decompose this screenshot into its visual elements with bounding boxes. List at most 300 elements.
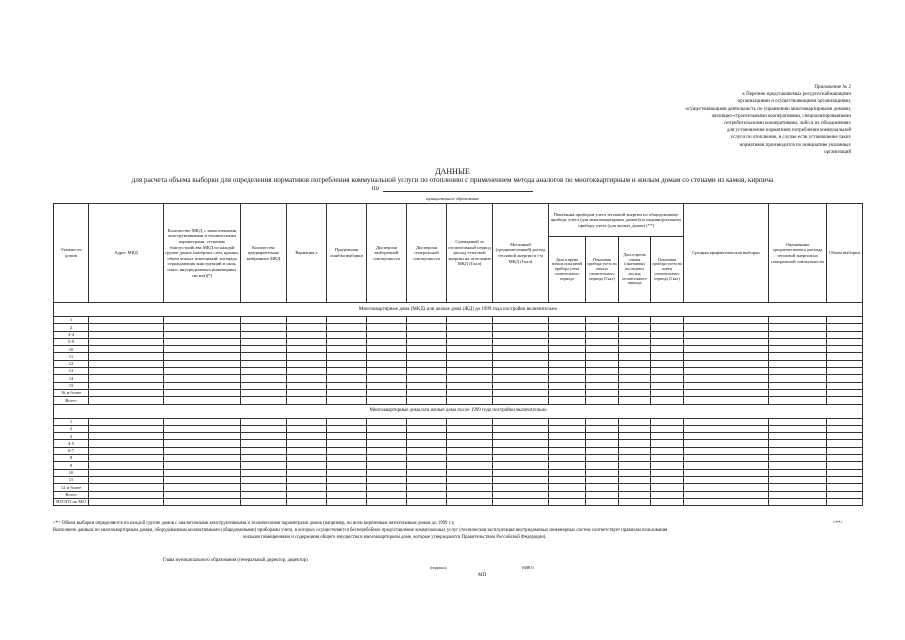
data-cell[interactable] bbox=[549, 469, 586, 476]
data-cell[interactable] bbox=[367, 447, 407, 454]
data-cell[interactable] bbox=[367, 338, 407, 345]
data-cell[interactable] bbox=[651, 469, 684, 476]
data-cell[interactable] bbox=[89, 440, 164, 447]
data-cell[interactable] bbox=[241, 455, 287, 462]
data-cell[interactable] bbox=[407, 469, 447, 476]
data-cell[interactable] bbox=[327, 440, 367, 447]
data-cell[interactable] bbox=[164, 346, 241, 353]
data-cell[interactable] bbox=[447, 440, 493, 447]
data-cell[interactable] bbox=[164, 331, 241, 338]
data-cell[interactable] bbox=[367, 397, 407, 404]
data-cell[interactable] bbox=[241, 338, 287, 345]
data-cell[interactable] bbox=[327, 469, 367, 476]
data-cell[interactable] bbox=[164, 469, 241, 476]
data-cell[interactable] bbox=[327, 338, 367, 345]
data-cell[interactable] bbox=[241, 440, 287, 447]
data-cell[interactable] bbox=[447, 476, 493, 483]
data-cell[interactable] bbox=[619, 433, 651, 440]
data-cell[interactable] bbox=[164, 360, 241, 367]
data-cell[interactable] bbox=[586, 440, 619, 447]
data-cell[interactable] bbox=[327, 462, 367, 469]
data-cell[interactable] bbox=[586, 368, 619, 375]
data-cell[interactable] bbox=[827, 440, 863, 447]
data-cell[interactable] bbox=[684, 368, 769, 375]
data-cell[interactable] bbox=[407, 491, 447, 498]
data-cell[interactable] bbox=[549, 317, 586, 324]
data-cell[interactable] bbox=[493, 440, 549, 447]
data-cell[interactable] bbox=[367, 360, 407, 367]
data-cell[interactable] bbox=[447, 397, 493, 404]
data-cell[interactable] bbox=[651, 375, 684, 382]
data-cell[interactable] bbox=[769, 397, 827, 404]
data-cell[interactable] bbox=[769, 368, 827, 375]
data-cell[interactable] bbox=[549, 397, 586, 404]
data-cell[interactable] bbox=[549, 324, 586, 331]
data-cell[interactable] bbox=[586, 476, 619, 483]
data-cell[interactable] bbox=[241, 462, 287, 469]
data-cell[interactable] bbox=[684, 375, 769, 382]
data-cell[interactable] bbox=[684, 476, 769, 483]
data-cell[interactable] bbox=[827, 324, 863, 331]
data-cell[interactable] bbox=[447, 418, 493, 425]
data-cell[interactable] bbox=[651, 346, 684, 353]
data-cell[interactable] bbox=[549, 382, 586, 389]
data-cell[interactable] bbox=[619, 324, 651, 331]
data-cell[interactable] bbox=[367, 375, 407, 382]
data-cell[interactable] bbox=[367, 324, 407, 331]
data-cell[interactable] bbox=[549, 346, 586, 353]
data-cell[interactable] bbox=[827, 469, 863, 476]
data-cell[interactable] bbox=[164, 317, 241, 324]
data-cell[interactable] bbox=[619, 476, 651, 483]
data-cell[interactable] bbox=[367, 425, 407, 432]
data-cell[interactable] bbox=[327, 455, 367, 462]
data-cell[interactable] bbox=[447, 382, 493, 389]
data-cell[interactable] bbox=[327, 476, 367, 483]
data-cell[interactable] bbox=[89, 382, 164, 389]
data-cell[interactable] bbox=[89, 360, 164, 367]
data-cell[interactable] bbox=[684, 433, 769, 440]
data-cell[interactable] bbox=[684, 425, 769, 432]
data-cell[interactable] bbox=[586, 360, 619, 367]
data-cell[interactable] bbox=[164, 491, 241, 498]
data-cell[interactable] bbox=[164, 476, 241, 483]
data-cell[interactable] bbox=[684, 455, 769, 462]
data-cell[interactable] bbox=[287, 331, 327, 338]
data-cell[interactable] bbox=[407, 462, 447, 469]
data-cell[interactable] bbox=[89, 484, 164, 491]
data-cell[interactable] bbox=[164, 389, 241, 396]
data-cell[interactable] bbox=[164, 484, 241, 491]
data-cell[interactable] bbox=[447, 324, 493, 331]
data-cell[interactable] bbox=[327, 353, 367, 360]
data-cell[interactable] bbox=[287, 360, 327, 367]
data-cell[interactable] bbox=[493, 425, 549, 432]
data-cell[interactable] bbox=[619, 368, 651, 375]
data-cell[interactable] bbox=[769, 375, 827, 382]
data-cell[interactable] bbox=[684, 447, 769, 454]
data-cell[interactable] bbox=[549, 455, 586, 462]
data-cell[interactable] bbox=[287, 317, 327, 324]
data-cell[interactable] bbox=[367, 455, 407, 462]
data-cell[interactable] bbox=[619, 484, 651, 491]
data-cell[interactable] bbox=[89, 425, 164, 432]
data-cell[interactable] bbox=[684, 440, 769, 447]
data-cell[interactable] bbox=[407, 447, 447, 454]
data-cell[interactable] bbox=[684, 317, 769, 324]
data-cell[interactable] bbox=[327, 484, 367, 491]
data-cell[interactable] bbox=[447, 338, 493, 345]
data-cell[interactable] bbox=[327, 425, 367, 432]
data-cell[interactable] bbox=[549, 375, 586, 382]
data-cell[interactable] bbox=[684, 397, 769, 404]
data-cell[interactable] bbox=[769, 324, 827, 331]
data-cell[interactable] bbox=[769, 389, 827, 396]
data-cell[interactable] bbox=[89, 324, 164, 331]
data-cell[interactable] bbox=[586, 469, 619, 476]
data-cell[interactable] bbox=[367, 331, 407, 338]
data-cell[interactable] bbox=[89, 491, 164, 498]
data-cell[interactable] bbox=[827, 447, 863, 454]
data-cell[interactable] bbox=[447, 368, 493, 375]
data-cell[interactable] bbox=[327, 324, 367, 331]
data-cell[interactable] bbox=[89, 389, 164, 396]
data-cell[interactable] bbox=[493, 338, 549, 345]
data-cell[interactable] bbox=[651, 476, 684, 483]
data-cell[interactable] bbox=[367, 418, 407, 425]
data-cell[interactable] bbox=[407, 484, 447, 491]
data-cell[interactable] bbox=[827, 368, 863, 375]
municipality-blank[interactable] bbox=[383, 185, 533, 192]
data-cell[interactable] bbox=[769, 382, 827, 389]
data-cell[interactable] bbox=[287, 418, 327, 425]
data-cell[interactable] bbox=[287, 338, 327, 345]
data-cell[interactable] bbox=[769, 418, 827, 425]
data-cell[interactable] bbox=[827, 491, 863, 498]
data-cell[interactable] bbox=[549, 462, 586, 469]
data-cell[interactable] bbox=[586, 389, 619, 396]
data-cell[interactable] bbox=[287, 433, 327, 440]
data-cell[interactable] bbox=[684, 346, 769, 353]
data-cell[interactable] bbox=[241, 382, 287, 389]
data-cell[interactable] bbox=[549, 418, 586, 425]
data-cell[interactable] bbox=[549, 360, 586, 367]
data-cell[interactable] bbox=[164, 397, 241, 404]
data-cell[interactable] bbox=[619, 491, 651, 498]
data-cell[interactable] bbox=[651, 484, 684, 491]
data-cell[interactable] bbox=[586, 418, 619, 425]
data-cell[interactable] bbox=[287, 469, 327, 476]
data-cell[interactable] bbox=[684, 491, 769, 498]
data-cell[interactable] bbox=[447, 469, 493, 476]
data-cell[interactable] bbox=[684, 382, 769, 389]
data-cell[interactable] bbox=[164, 382, 241, 389]
data-cell[interactable] bbox=[407, 360, 447, 367]
data-cell[interactable] bbox=[684, 498, 769, 505]
data-cell[interactable] bbox=[89, 397, 164, 404]
data-cell[interactable] bbox=[89, 462, 164, 469]
data-cell[interactable] bbox=[287, 425, 327, 432]
data-cell[interactable] bbox=[287, 491, 327, 498]
data-cell[interactable] bbox=[287, 440, 327, 447]
data-cell[interactable] bbox=[586, 346, 619, 353]
data-cell[interactable] bbox=[89, 498, 164, 505]
data-cell[interactable] bbox=[684, 360, 769, 367]
data-cell[interactable] bbox=[684, 418, 769, 425]
data-cell[interactable] bbox=[619, 382, 651, 389]
data-cell[interactable] bbox=[769, 317, 827, 324]
data-cell[interactable] bbox=[651, 425, 684, 432]
data-cell[interactable] bbox=[241, 360, 287, 367]
data-cell[interactable] bbox=[651, 389, 684, 396]
data-cell[interactable] bbox=[827, 317, 863, 324]
data-cell[interactable] bbox=[241, 331, 287, 338]
data-cell[interactable] bbox=[287, 389, 327, 396]
data-cell[interactable] bbox=[827, 389, 863, 396]
data-cell[interactable] bbox=[241, 425, 287, 432]
data-cell[interactable] bbox=[407, 425, 447, 432]
data-cell[interactable] bbox=[367, 433, 407, 440]
data-cell[interactable] bbox=[651, 317, 684, 324]
data-cell[interactable] bbox=[827, 484, 863, 491]
data-cell[interactable] bbox=[367, 353, 407, 360]
data-cell[interactable] bbox=[241, 447, 287, 454]
data-cell[interactable] bbox=[651, 360, 684, 367]
data-cell[interactable] bbox=[651, 491, 684, 498]
data-cell[interactable] bbox=[586, 317, 619, 324]
data-cell[interactable] bbox=[327, 498, 367, 505]
data-cell[interactable] bbox=[241, 476, 287, 483]
data-cell[interactable] bbox=[327, 447, 367, 454]
data-cell[interactable] bbox=[549, 353, 586, 360]
data-cell[interactable] bbox=[619, 397, 651, 404]
data-cell[interactable] bbox=[89, 469, 164, 476]
data-cell[interactable] bbox=[651, 498, 684, 505]
data-cell[interactable] bbox=[89, 317, 164, 324]
data-cell[interactable] bbox=[651, 440, 684, 447]
data-cell[interactable] bbox=[619, 360, 651, 367]
data-cell[interactable] bbox=[769, 476, 827, 483]
data-cell[interactable] bbox=[619, 447, 651, 454]
data-cell[interactable] bbox=[493, 462, 549, 469]
data-cell[interactable] bbox=[619, 425, 651, 432]
data-cell[interactable] bbox=[164, 433, 241, 440]
data-cell[interactable] bbox=[549, 440, 586, 447]
data-cell[interactable] bbox=[769, 440, 827, 447]
data-cell[interactable] bbox=[684, 338, 769, 345]
data-cell[interactable] bbox=[164, 447, 241, 454]
data-cell[interactable] bbox=[367, 476, 407, 483]
data-cell[interactable] bbox=[827, 433, 863, 440]
data-cell[interactable] bbox=[493, 491, 549, 498]
data-cell[interactable] bbox=[619, 462, 651, 469]
data-cell[interactable] bbox=[407, 317, 447, 324]
data-cell[interactable] bbox=[327, 491, 367, 498]
data-cell[interactable] bbox=[447, 375, 493, 382]
data-cell[interactable] bbox=[493, 476, 549, 483]
data-cell[interactable] bbox=[769, 447, 827, 454]
data-cell[interactable] bbox=[164, 418, 241, 425]
data-cell[interactable] bbox=[89, 368, 164, 375]
data-cell[interactable] bbox=[287, 368, 327, 375]
data-cell[interactable] bbox=[287, 375, 327, 382]
data-cell[interactable] bbox=[549, 498, 586, 505]
data-cell[interactable] bbox=[287, 484, 327, 491]
data-cell[interactable] bbox=[241, 346, 287, 353]
data-cell[interactable] bbox=[241, 498, 287, 505]
data-cell[interactable] bbox=[447, 389, 493, 396]
data-cell[interactable] bbox=[407, 476, 447, 483]
data-cell[interactable] bbox=[651, 382, 684, 389]
data-cell[interactable] bbox=[769, 360, 827, 367]
data-cell[interactable] bbox=[241, 484, 287, 491]
data-cell[interactable] bbox=[447, 360, 493, 367]
data-cell[interactable] bbox=[407, 346, 447, 353]
data-cell[interactable] bbox=[447, 331, 493, 338]
data-cell[interactable] bbox=[447, 498, 493, 505]
data-cell[interactable] bbox=[327, 368, 367, 375]
data-cell[interactable] bbox=[586, 397, 619, 404]
data-cell[interactable] bbox=[493, 317, 549, 324]
data-cell[interactable] bbox=[164, 375, 241, 382]
data-cell[interactable] bbox=[241, 389, 287, 396]
data-cell[interactable] bbox=[769, 346, 827, 353]
data-cell[interactable] bbox=[827, 397, 863, 404]
data-cell[interactable] bbox=[684, 389, 769, 396]
data-cell[interactable] bbox=[164, 368, 241, 375]
data-cell[interactable] bbox=[493, 360, 549, 367]
data-cell[interactable] bbox=[89, 476, 164, 483]
data-cell[interactable] bbox=[287, 382, 327, 389]
data-cell[interactable] bbox=[407, 324, 447, 331]
data-cell[interactable] bbox=[493, 455, 549, 462]
data-cell[interactable] bbox=[447, 433, 493, 440]
data-cell[interactable] bbox=[327, 375, 367, 382]
data-cell[interactable] bbox=[327, 382, 367, 389]
data-cell[interactable] bbox=[827, 462, 863, 469]
data-cell[interactable] bbox=[549, 491, 586, 498]
data-cell[interactable] bbox=[493, 447, 549, 454]
data-cell[interactable] bbox=[651, 397, 684, 404]
data-cell[interactable] bbox=[549, 331, 586, 338]
data-cell[interactable] bbox=[619, 375, 651, 382]
data-cell[interactable] bbox=[164, 462, 241, 469]
data-cell[interactable] bbox=[367, 382, 407, 389]
data-cell[interactable] bbox=[241, 491, 287, 498]
data-cell[interactable] bbox=[367, 440, 407, 447]
data-cell[interactable] bbox=[89, 418, 164, 425]
data-cell[interactable] bbox=[407, 382, 447, 389]
data-cell[interactable] bbox=[493, 433, 549, 440]
data-cell[interactable] bbox=[549, 389, 586, 396]
data-cell[interactable] bbox=[447, 447, 493, 454]
data-cell[interactable] bbox=[493, 324, 549, 331]
data-cell[interactable] bbox=[493, 469, 549, 476]
data-cell[interactable] bbox=[586, 433, 619, 440]
data-cell[interactable] bbox=[619, 317, 651, 324]
data-cell[interactable] bbox=[164, 455, 241, 462]
data-cell[interactable] bbox=[447, 317, 493, 324]
data-cell[interactable] bbox=[327, 433, 367, 440]
data-cell[interactable] bbox=[619, 455, 651, 462]
data-cell[interactable] bbox=[651, 368, 684, 375]
data-cell[interactable] bbox=[769, 455, 827, 462]
data-cell[interactable] bbox=[164, 440, 241, 447]
data-cell[interactable] bbox=[241, 368, 287, 375]
data-cell[interactable] bbox=[287, 462, 327, 469]
data-cell[interactable] bbox=[407, 368, 447, 375]
data-cell[interactable] bbox=[287, 353, 327, 360]
data-cell[interactable] bbox=[367, 484, 407, 491]
data-cell[interactable] bbox=[164, 498, 241, 505]
data-cell[interactable] bbox=[164, 353, 241, 360]
data-cell[interactable] bbox=[407, 331, 447, 338]
data-cell[interactable] bbox=[367, 346, 407, 353]
data-cell[interactable] bbox=[827, 455, 863, 462]
data-cell[interactable] bbox=[327, 331, 367, 338]
data-cell[interactable] bbox=[549, 368, 586, 375]
data-cell[interactable] bbox=[89, 433, 164, 440]
data-cell[interactable] bbox=[586, 331, 619, 338]
data-cell[interactable] bbox=[586, 484, 619, 491]
data-cell[interactable] bbox=[241, 324, 287, 331]
data-cell[interactable] bbox=[287, 498, 327, 505]
data-cell[interactable] bbox=[287, 476, 327, 483]
data-cell[interactable] bbox=[407, 375, 447, 382]
data-cell[interactable] bbox=[241, 418, 287, 425]
data-cell[interactable] bbox=[327, 418, 367, 425]
data-cell[interactable] bbox=[287, 346, 327, 353]
data-cell[interactable] bbox=[89, 447, 164, 454]
data-cell[interactable] bbox=[651, 455, 684, 462]
data-cell[interactable] bbox=[89, 375, 164, 382]
data-cell[interactable] bbox=[287, 447, 327, 454]
data-cell[interactable] bbox=[493, 346, 549, 353]
data-cell[interactable] bbox=[651, 353, 684, 360]
data-cell[interactable] bbox=[827, 425, 863, 432]
data-cell[interactable] bbox=[769, 338, 827, 345]
data-cell[interactable] bbox=[586, 338, 619, 345]
data-cell[interactable] bbox=[827, 498, 863, 505]
data-cell[interactable] bbox=[684, 353, 769, 360]
data-cell[interactable] bbox=[769, 491, 827, 498]
data-cell[interactable] bbox=[684, 331, 769, 338]
data-cell[interactable] bbox=[89, 455, 164, 462]
data-cell[interactable] bbox=[684, 324, 769, 331]
data-cell[interactable] bbox=[549, 425, 586, 432]
data-cell[interactable] bbox=[651, 433, 684, 440]
data-cell[interactable] bbox=[549, 484, 586, 491]
data-cell[interactable] bbox=[827, 375, 863, 382]
data-cell[interactable] bbox=[407, 455, 447, 462]
data-cell[interactable] bbox=[447, 484, 493, 491]
data-cell[interactable] bbox=[89, 353, 164, 360]
data-cell[interactable] bbox=[651, 447, 684, 454]
data-cell[interactable] bbox=[586, 491, 619, 498]
data-cell[interactable] bbox=[493, 375, 549, 382]
data-cell[interactable] bbox=[651, 324, 684, 331]
data-cell[interactable] bbox=[619, 498, 651, 505]
data-cell[interactable] bbox=[241, 433, 287, 440]
data-cell[interactable] bbox=[586, 324, 619, 331]
data-cell[interactable] bbox=[327, 360, 367, 367]
data-cell[interactable] bbox=[367, 368, 407, 375]
data-cell[interactable] bbox=[287, 324, 327, 331]
data-cell[interactable] bbox=[549, 476, 586, 483]
data-cell[interactable] bbox=[164, 338, 241, 345]
data-cell[interactable] bbox=[827, 353, 863, 360]
data-cell[interactable] bbox=[769, 353, 827, 360]
